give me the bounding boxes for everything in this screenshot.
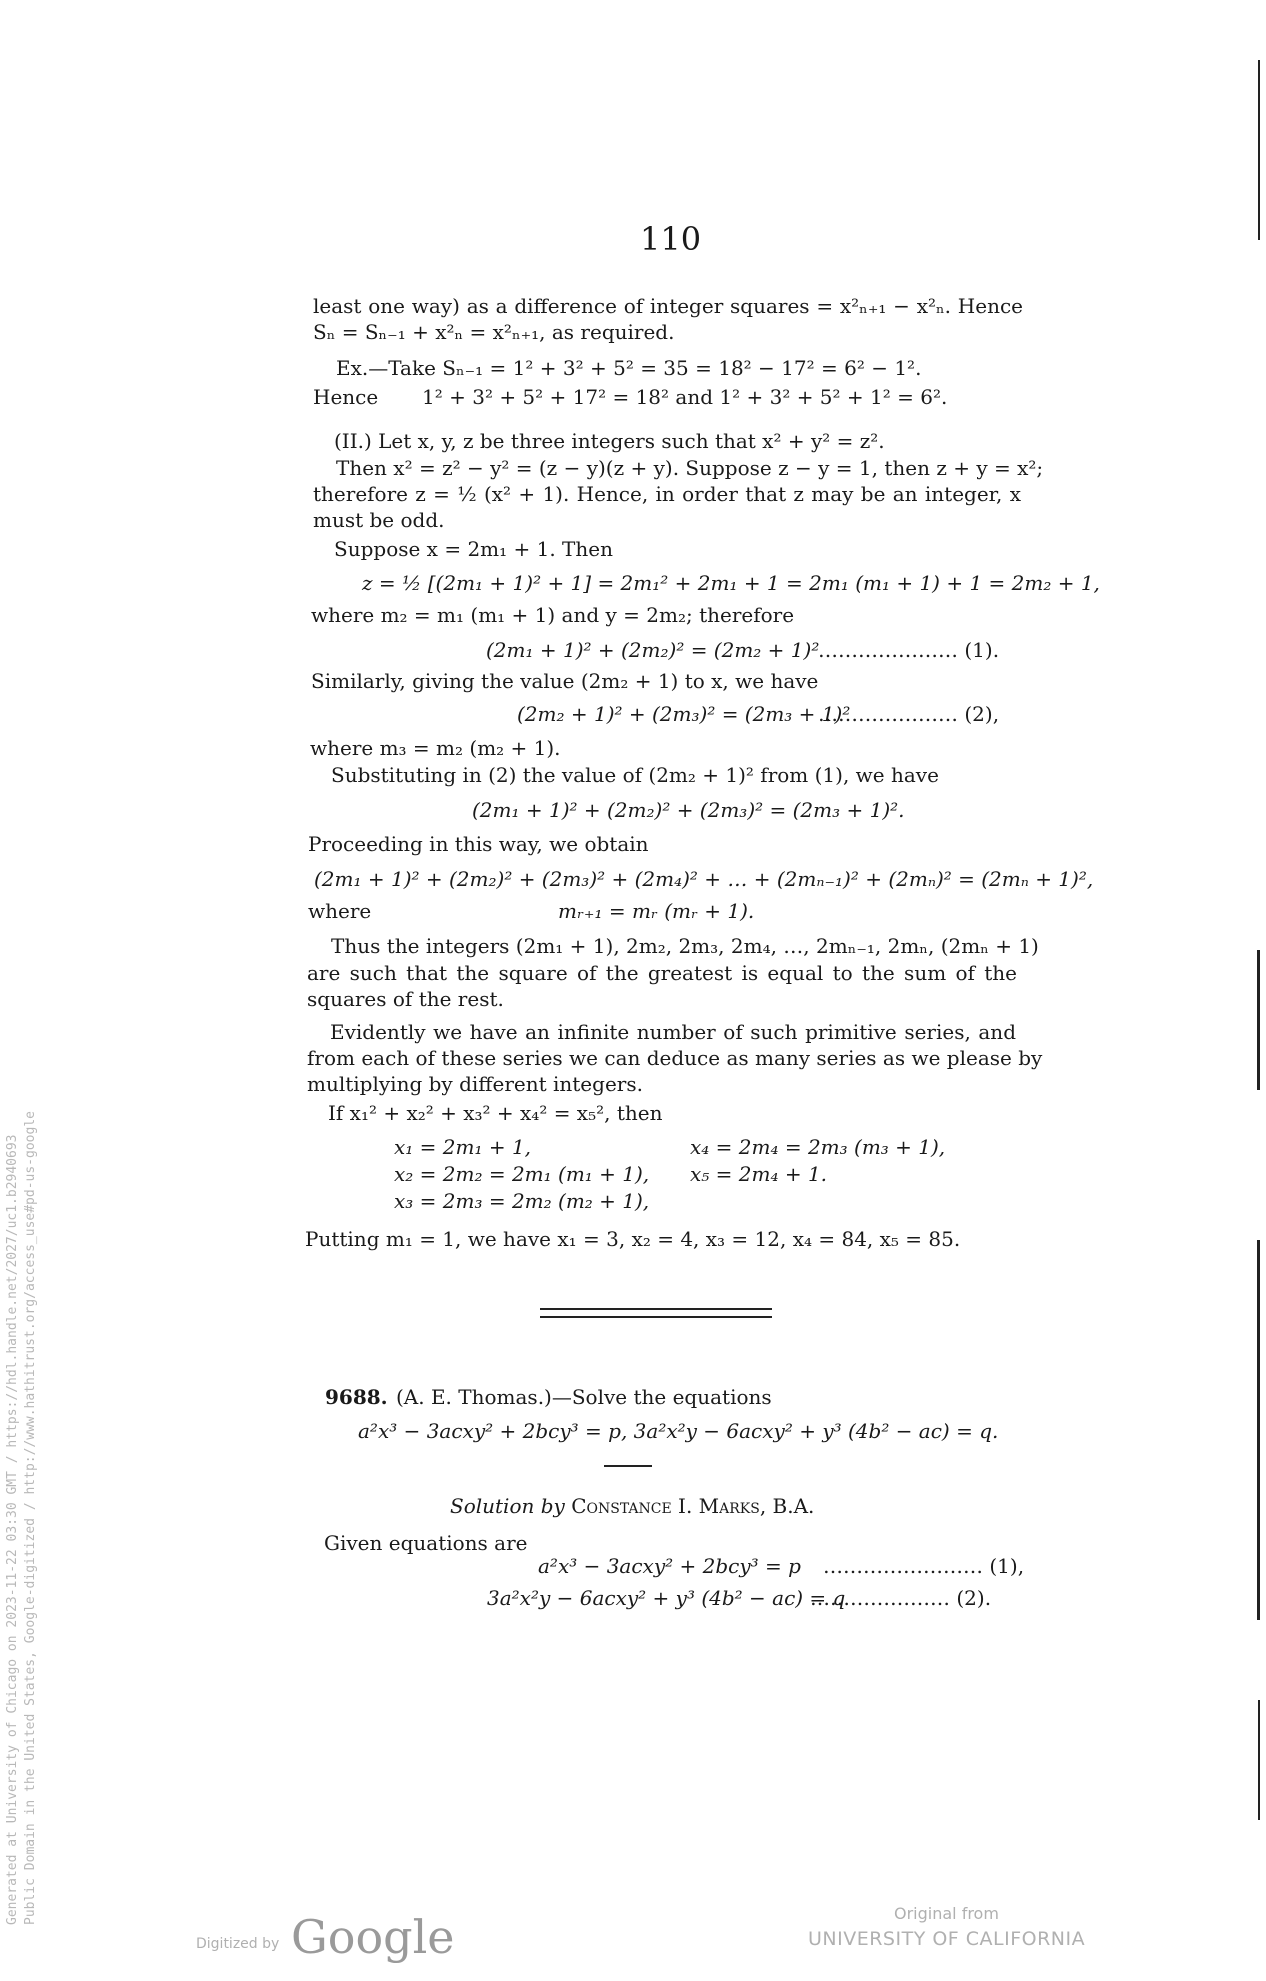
university-label: UNIVERSITY OF CALIFORNIA [808,1928,1086,1950]
equation: (2m₂ + 1)² + (2m₃)² = (2m₃ + 1)² [517,702,851,726]
text-line: where m₃ = m₂ (m₂ + 1). [310,736,561,760]
equation-tag: ………………… (2), [818,702,1000,726]
text-line-label: Hence [313,385,379,409]
scan-edge-mark [1258,60,1260,240]
scan-edge-mark [1257,950,1260,1090]
divider-rule [540,1316,772,1318]
text-line: where m₂ = m₁ (m₁ + 1) and y = 2m₂; therefore [311,603,795,627]
divider-rule [540,1308,772,1310]
equation: z = ½ [(2m₁ + 1)² + 1] = 2m₁² + 2m₁ + 1 = 2m₁ (m₁ + 1) + 1 = 2m₂ + 1, [362,571,1100,595]
text-line: Putting m₁ = 1, we have x₁ = 3, x₂ = 4, x₃ = 12, x₄ = 84, x₅ = 85. [305,1227,961,1251]
text-line: Sₙ = Sₙ₋₁ + x²ₙ = x²ₙ₊₁, as required. [313,320,675,344]
equation: (2m₁ + 1)² + (2m₂)² = (2m₂ + 1)² [486,638,820,662]
digitized-by-label: Digitized by [196,1936,280,1952]
text-line: Then x² = z² − y² = (z − y)(z + y). Suppose z − y = 1, then z + y = x²; [336,456,1044,480]
page-number: 110 [640,220,702,258]
scan-edge-mark [1257,1240,1260,1620]
text-line: least one way) as a difference of integer squares = x²ₙ₊₁ − x²ₙ. Hence [313,294,1023,318]
equation: x₄ = 2m₄ = 2m₃ (m₃ + 1), [690,1135,946,1159]
text-line: Similarly, giving the value (2m₂ + 1) to x, we have [311,669,819,693]
text-line: therefore z = ½ (x² + 1). Hence, in order that z may be an integer, x [313,482,1021,506]
solution-heading [450,1493,814,1519]
text-line: Ex.—Take Sₙ₋₁ = 1² + 3² + 5² = 35 = 18² − 17² = 6² − 1². [336,356,922,380]
scan-edge-mark [1258,1700,1260,1820]
text-line: Substituting in (2) the value of (2m₂ + 1)² from (1), we have [331,763,939,787]
original-from-label: Original from [894,1904,999,1923]
google-logo: Google [291,1910,455,1964]
question-author: (A. E. Thomas.)—Solve the equations [396,1385,772,1409]
question-number: 9688. [325,1385,388,1409]
text-line: are such that the square of the greatest is equal to the sum of the [307,961,1017,985]
equation: mᵣ₊₁ = mᵣ (mᵣ + 1). [558,899,755,923]
hathitrust-watermark [4,1111,40,1925]
text-line: must be odd. [313,508,445,532]
equation: (2m₁ + 1)² + (2m₂)² + (2m₃)² + (2m₄)² + … + (2mₙ₋₁)² + (2mₙ)² = (2mₙ + 1)², [314,867,1094,891]
equation-tag: ………………… (1). [818,638,1000,662]
text-line: squares of the rest. [307,987,504,1011]
equation: 3a²x²y − 6acxy² + y³ (4b² − ac) = q [487,1586,846,1610]
solution-prefix: Solution by [450,1494,565,1518]
text-line: If x₁² + x₂² + x₃² + x₄² = x₅², then [328,1101,663,1125]
text-line: Proceeding in this way, we obtain [308,832,649,856]
equation: x₂ = 2m₂ = 2m₁ (m₁ + 1), [394,1162,650,1186]
equation: x₅ = 2m₄ + 1. [690,1162,828,1186]
text-line: 1² + 3² + 5² + 17² = 18² and 1² + 3² + 5² + 1² = 6². [422,385,948,409]
equation-tag: …………………… (1), [823,1554,1025,1578]
text-line-label: where [308,899,372,923]
equation: a²x³ − 3acxy² + 2bcy³ = p, 3a²x²y − 6acxy² + y³ (4b² − ac) = q. [358,1419,999,1443]
equation: x₁ = 2m₁ + 1, [394,1135,532,1159]
solution-author: Constance I. Marks, B.A. [571,1494,815,1518]
text-line: Suppose x = 2m₁ + 1. Then [334,537,613,561]
watermark-line: Public Domain in the United States, Google-digitized / http://www.hathitrust.org/access_use#pd-us-google [23,1111,38,1925]
text-line: Thus the integers (2m₁ + 1), 2m₂, 2m₃, 2m₄, …, 2mₙ₋₁, 2mₙ, (2mₙ + 1) [331,934,1039,958]
watermark-line: Generated at University of Chicago on 2023-11-22 03:30 GMT / https://hdl.handle.net/2027/uc1.b2940693 [5,1134,20,1925]
text-line: (II.) Let x, y, z be three integers such that x² + y² = z². [334,429,885,453]
equation: x₃ = 2m₃ = 2m₂ (m₂ + 1), [394,1189,650,1213]
equation-tag: ………………… (2). [810,1586,992,1610]
text-line: Given equations are [324,1531,528,1555]
equation: (2m₁ + 1)² + (2m₂)² + (2m₃)² = (2m₃ + 1)². [472,798,905,822]
text-line: from each of these series we can deduce as many series as we please by [307,1046,1043,1070]
text-line: multiplying by different integers. [307,1072,643,1096]
equation: a²x³ − 3acxy² + 2bcy³ = p [538,1554,801,1578]
divider-rule-short [604,1465,652,1467]
text-line: Evidently we have an infinite number of such primitive series, and [330,1020,1016,1044]
